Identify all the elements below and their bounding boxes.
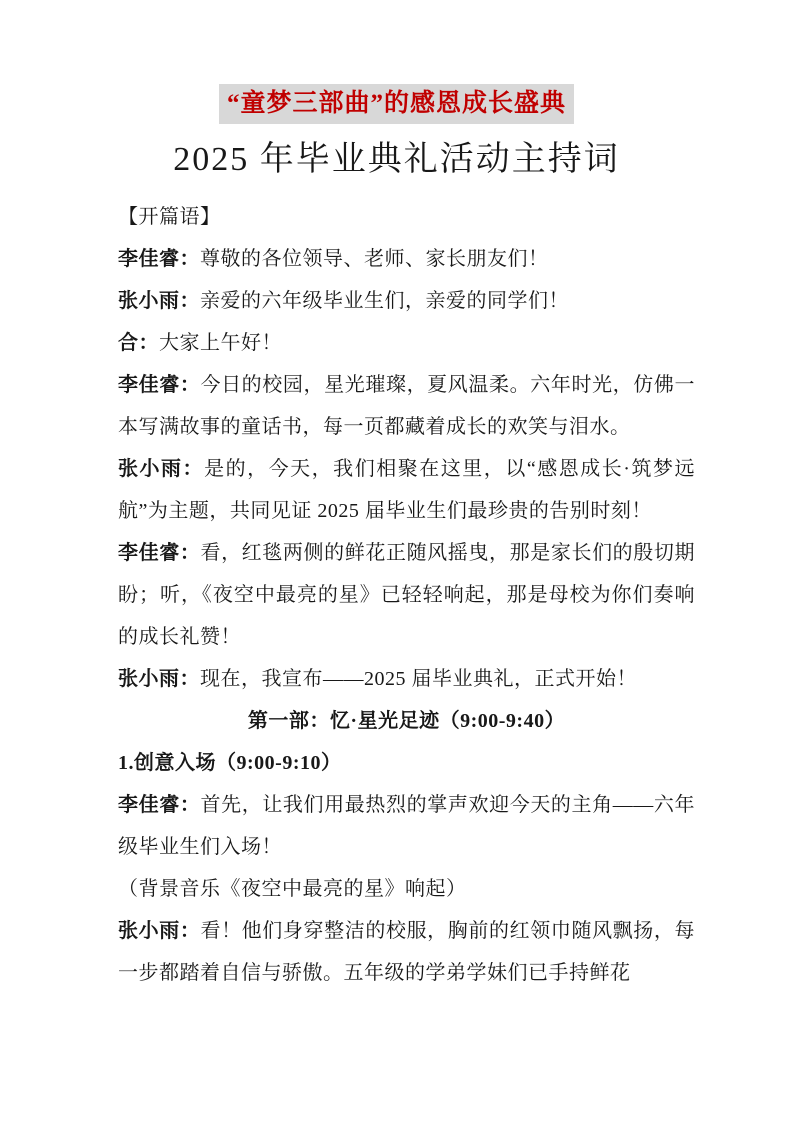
dialogue-line <box>118 238 695 280</box>
speaker-name: 张小雨： <box>118 290 200 312</box>
speaker-name: 合： <box>118 332 159 354</box>
opening-section-label: 【开篇语】 <box>118 206 221 228</box>
dialogue-text: 首先，让我们用最热烈的掌声欢迎今天的主角——六年级毕业生们入场！ <box>118 794 696 858</box>
speaker-name: 张小雨： <box>118 458 205 480</box>
dialogue-line <box>118 280 695 322</box>
dialogue-text: 看，红毯两侧的鲜花正随风摇曳，那是家长们的殷切期盼；听，《夜空中最亮的星》已轻轻响起，那是母校为你们奏响的成长礼赞！ <box>118 542 696 648</box>
doc-title: 2025 年毕业典礼活动主持词 <box>173 141 620 178</box>
dialogue-line <box>118 532 695 658</box>
doc-subtitle-row <box>0 0 793 124</box>
speaker-name: 李佳睿： <box>118 542 201 564</box>
speaker-name: 李佳睿： <box>118 374 201 396</box>
dialogue-text: 是的，今天，我们相聚在这里，以“感恩成长·筑梦远航”为主题，共同见证 2025 届毕业生们最珍贵的告别时刻！ <box>118 458 696 522</box>
activity-subheading: 1.创意入场（9:00-9:10） <box>118 752 342 774</box>
dialogue-text: 今日的校园，星光璀璨，夏风温柔。六年时光，仿佛一本写满故事的童话书，每一页都藏着成长的欢笑与泪水。 <box>118 374 696 438</box>
dialogue-text: 尊敬的各位领导、老师、家长朋友们！ <box>200 248 549 270</box>
dialogue-line <box>118 784 695 868</box>
dialogue-line <box>118 322 695 364</box>
speaker-name: 李佳睿： <box>118 794 201 816</box>
dialogue-line <box>118 910 695 994</box>
doc-body <box>0 186 793 994</box>
doc-subtitle: “童梦三部曲”的感恩成长盛典 <box>219 84 574 124</box>
dialogue-text: 看！他们身穿整洁的校服，胸前的红领巾随风飘扬，每一步都踏着自信与骄傲。五年级的学弟学妹们已手持鲜花 <box>118 920 696 984</box>
dialogue-line <box>118 364 695 448</box>
dialogue-line <box>118 658 695 700</box>
dialogue-text: 亲爱的六年级毕业生们，亲爱的同学们！ <box>200 290 569 312</box>
part-one-heading: 第一部：忆·星光足迹（9:00-9:40） <box>247 710 566 732</box>
speaker-name: 张小雨： <box>118 920 201 942</box>
dialogue-line <box>118 448 695 532</box>
dialogue-text: 现在，我宣布——2025 届毕业典礼，正式开始！ <box>200 668 637 690</box>
speaker-name: 李佳睿： <box>118 248 200 270</box>
speaker-name: 张小雨： <box>118 668 200 690</box>
dialogue-text: 大家上午好！ <box>159 332 282 354</box>
stage-note: （背景音乐《夜空中最亮的星》响起） <box>118 878 467 900</box>
